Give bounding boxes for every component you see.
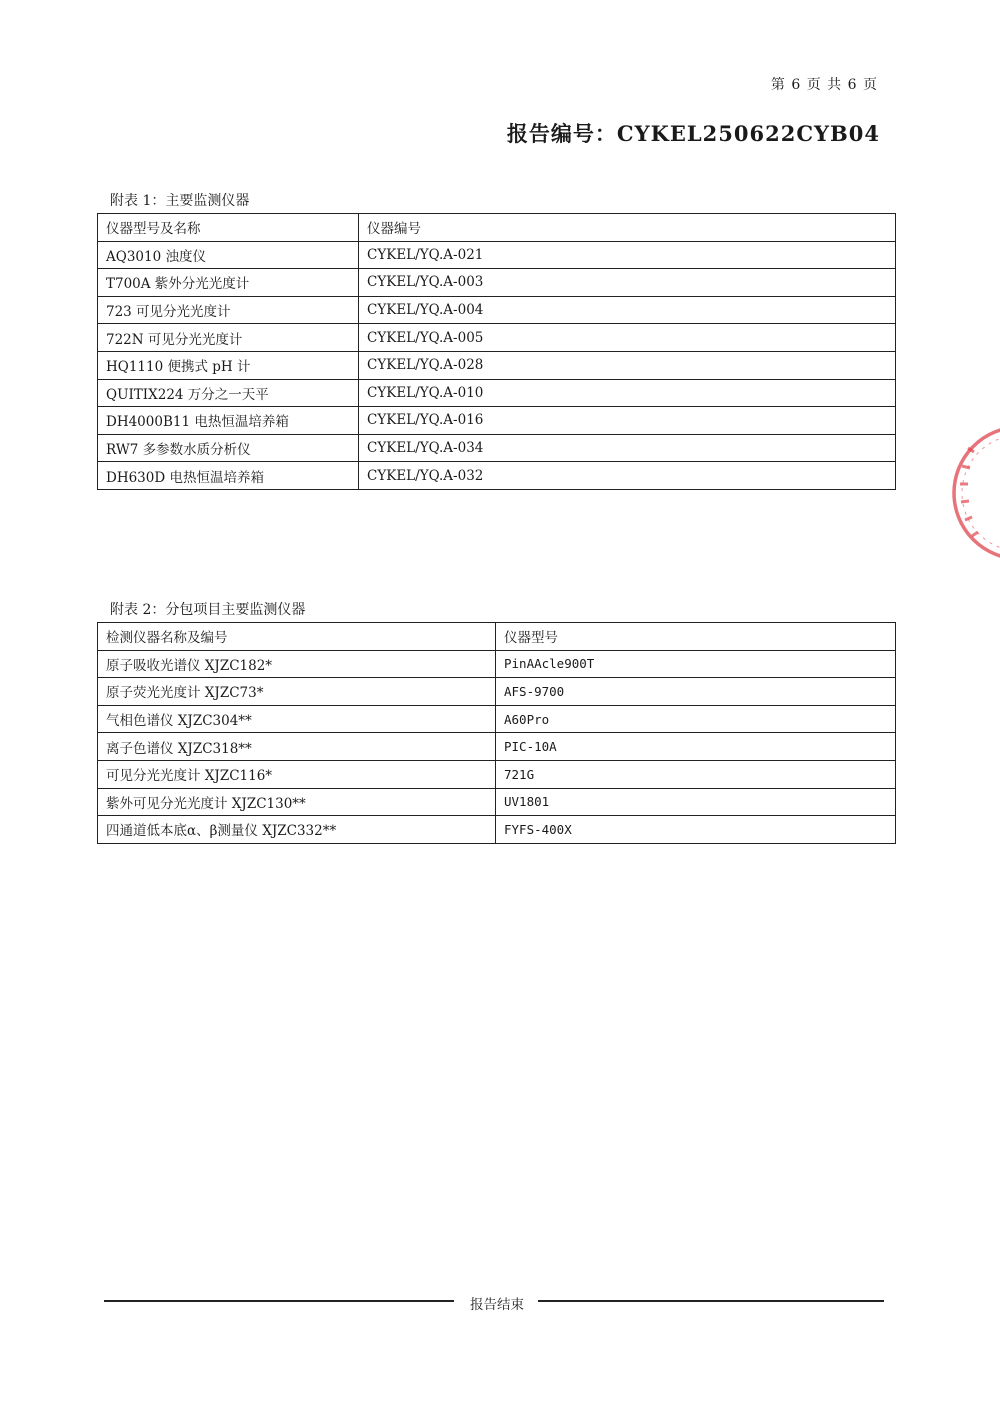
instrument-model-cell: FYFS-400X <box>496 816 896 844</box>
instrument-number-cell: CYKEL/YQ.A-010 <box>359 379 896 407</box>
table-row <box>98 816 896 844</box>
table-row <box>98 650 896 678</box>
table-row <box>98 324 896 352</box>
instrument-model-cell: 721G <box>496 760 896 788</box>
page-number: 第 6 页 共 6 页 <box>770 77 878 93</box>
instrument-name-cell: HQ1110 便携式 pH 计 <box>98 351 359 379</box>
instrument-name-cell: 原子吸收光谱仪 XJZC182* <box>98 650 496 678</box>
instrument-number-cell: CYKEL/YQ.A-032 <box>359 462 896 490</box>
report-number: 报告编号：CYKEL250622CYB04 <box>506 121 880 146</box>
instrument-number-cell: CYKEL/YQ.A-028 <box>359 351 896 379</box>
instrument-number-cell: CYKEL/YQ.A-004 <box>359 296 896 324</box>
table-row <box>98 296 896 324</box>
table-row <box>98 434 896 462</box>
instrument-number-cell: CYKEL/YQ.A-003 <box>359 269 896 297</box>
instrument-name-cell: 722N 可见分光光度计 <box>98 324 359 352</box>
instrument-name-cell: QUITIX224 万分之一天平 <box>98 379 359 407</box>
table2-caption: 附表 2：分包项目主要监测仪器 <box>110 602 306 618</box>
footer-divider-left <box>104 1300 454 1302</box>
instrument-number-cell: CYKEL/YQ.A-005 <box>359 324 896 352</box>
instrument-model-cell: UV1801 <box>496 788 896 816</box>
table-header-row <box>98 214 896 242</box>
instrument-name-cell: 紫外可见分光光度计 XJZC130** <box>98 788 496 816</box>
table-row <box>98 462 896 490</box>
instrument-name-cell: DH630D 电热恒温培养箱 <box>98 462 359 490</box>
instrument-model-cell: A60Pro <box>496 705 896 733</box>
table-row <box>98 678 896 706</box>
instrument-name-cell: 723 可见分光光度计 <box>98 296 359 324</box>
instrument-name-cell: 四通道低本底α、β测量仪 XJZC332** <box>98 816 496 844</box>
instrument-name-cell: AQ3010 浊度仪 <box>98 241 359 269</box>
table-row <box>98 351 896 379</box>
table-row <box>98 705 896 733</box>
instrument-name-cell: T700A 紫外分光光度计 <box>98 269 359 297</box>
seal-stamp-icon <box>928 418 1000 568</box>
instrument-name-cell: DH4000B11 电热恒温培养箱 <box>98 407 359 435</box>
instrument-model-cell: PinAAcle900T <box>496 650 896 678</box>
instrument-number-cell: CYKEL/YQ.A-021 <box>359 241 896 269</box>
header-cell-instrument-number: 仪器编号 <box>359 214 896 242</box>
instrument-name-cell: 可见分光光度计 XJZC116* <box>98 760 496 788</box>
instrument-name-cell: RW7 多参数水质分析仪 <box>98 434 359 462</box>
instrument-model-cell: AFS-9700 <box>496 678 896 706</box>
main-instruments-table <box>97 213 896 490</box>
header-cell-instrument-name-number: 检测仪器名称及编号 <box>98 623 496 651</box>
table-row <box>98 379 896 407</box>
table-row <box>98 760 896 788</box>
header-cell-instrument-model-name: 仪器型号及名称 <box>98 214 359 242</box>
table1-caption: 附表 1：主要监测仪器 <box>110 193 250 209</box>
subcontract-instruments-table <box>97 622 896 844</box>
header-cell-instrument-model: 仪器型号 <box>496 623 896 651</box>
table-row <box>98 788 896 816</box>
instrument-number-cell: CYKEL/YQ.A-016 <box>359 407 896 435</box>
instrument-model-cell: PIC-10A <box>496 733 896 761</box>
table-row <box>98 407 896 435</box>
instrument-name-cell: 原子荧光光度计 XJZC73* <box>98 678 496 706</box>
report-end-text: 报告结束 <box>470 1297 524 1313</box>
instrument-name-cell: 气相色谱仪 XJZC304** <box>98 705 496 733</box>
instrument-name-cell: 离子色谱仪 XJZC318** <box>98 733 496 761</box>
table-row <box>98 241 896 269</box>
table-row <box>98 269 896 297</box>
footer-divider-right <box>538 1300 884 1302</box>
instrument-number-cell: CYKEL/YQ.A-034 <box>359 434 896 462</box>
table-header-row <box>98 623 896 651</box>
table-row <box>98 733 896 761</box>
